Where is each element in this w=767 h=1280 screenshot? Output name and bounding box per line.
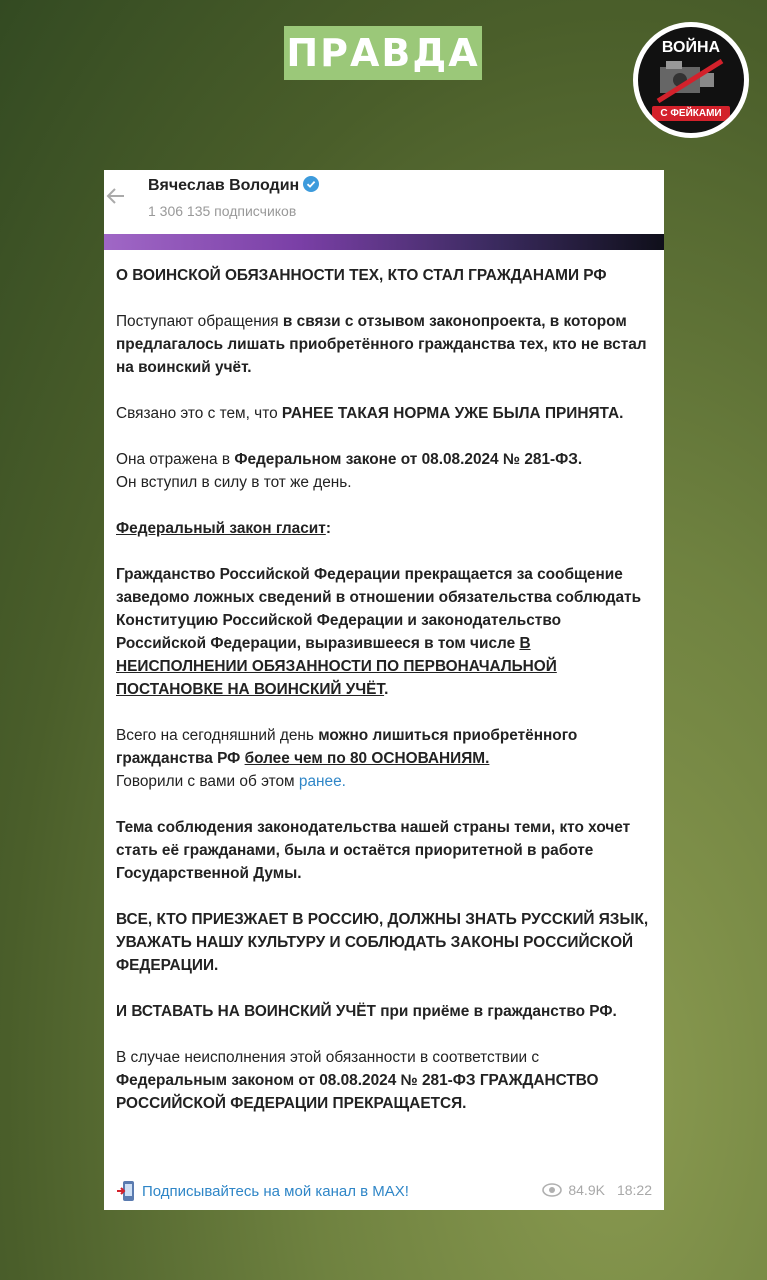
post-title: О ВОИНСКОЙ ОБЯЗАННОСТИ ТЕХ, КТО СТАЛ ГРАЖДАНАМИ РФ — [116, 267, 607, 284]
camera-icon — [656, 59, 724, 103]
paragraph-2: Связано это с тем, что РАНЕЕ ТАКАЯ НОРМА УЖЕ БЫЛА ПРИНЯТА. — [116, 405, 624, 422]
paragraph-3: Она отражена в Федеральном законе от 08.08.2024 № 281-ФЗ. Он вступил в силу в тот же день. — [116, 451, 583, 491]
eye-icon — [542, 1183, 562, 1197]
channel-name-text: Вячеслав Володин — [148, 177, 300, 194]
telegram-post-card — [104, 170, 664, 1210]
channel-name[interactable] — [148, 176, 319, 195]
earlier-link[interactable]: ранее. — [298, 773, 346, 790]
subscribe-link[interactable] — [116, 1180, 409, 1202]
voina-s-feikami-logo — [633, 22, 749, 138]
pravda-badge — [284, 26, 482, 80]
paragraph-1: Поступают обращения в связи с отзывом законопроекта, в котором предлагалось лишать приобретённого гражданства тех, кто не встал на воинский учёт. — [116, 313, 647, 376]
verified-badge-icon — [303, 176, 319, 192]
paragraph-9: И ВСТАВАТЬ НА ВОИНСКИЙ УЧЁТ при приёме в гражданство РФ. — [116, 1003, 617, 1020]
post-body — [104, 250, 664, 1115]
paragraph-5: Гражданство Российской Федерации прекращается за сообщение заведомо ложных сведений в отношении обязательства соблюдать Конституцию Российской Федерации и законодательство Российской Федерации, выразившееся в том числе В НЕИСПОЛНЕНИИ ОБЯЗАННОСТИ ПО ПЕРВОНАЧАЛЬНОЙ ПОСТАНОВКЕ НА ВОИНСКИЙ УЧЁТ. — [116, 566, 642, 698]
paragraph-4: Федеральный закон гласит: — [116, 520, 331, 537]
paragraph-8: ВСЕ, КТО ПРИЕЗЖАЕТ В РОССИЮ, ДОЛЖНЫ ЗНАТЬ РУССКИЙ ЯЗЫК, УВАЖАТЬ НАШУ КУЛЬТУРУ И СОБЛЮДАТЬ ЗАКОНЫ РОССИЙСКОЙ ФЕДЕРАЦИИ. — [116, 911, 649, 974]
paragraph-10: В случае неисполнения этой обязанности в соответствии с Федеральным законом от 08.08.2024 № 281-ФЗ ГРАЖДАНСТВО РОССИЙСКОЙ ФЕДЕРАЦИИ ПРЕКРАЩАЕТСЯ. — [116, 1049, 599, 1112]
logo-bottom-text: С ФЕЙКАМИ — [652, 106, 730, 121]
paragraph-6: Всего на сегодняшний день можно лишиться приобретённого гражданства РФ более чем по 80 ОСНОВАНИЯМ. Говорили с вами об этом ранее. — [116, 727, 578, 790]
subscriber-count: 1 306 135 подписчиков — [148, 203, 297, 219]
post-meta — [542, 1182, 652, 1198]
view-count: 84.9K — [568, 1182, 605, 1198]
logo-top-text: ВОЙНА — [661, 39, 721, 56]
channel-header — [104, 170, 664, 234]
subscribe-link-text: Подписывайтесь на мой канал в MAX! — [142, 1182, 409, 1200]
post-time: 18:22 — [616, 1182, 652, 1198]
arrow-left-icon[interactable] — [104, 184, 128, 208]
header-stripe — [104, 234, 664, 250]
phone-arrow-icon — [116, 1180, 136, 1202]
pravda-label: ПРАВДА — [286, 31, 480, 75]
post-footer — [116, 1180, 652, 1204]
paragraph-7: Тема соблюдения законодательства нашей страны теми, кто хочет стать её гражданами, была и остаётся приоритетной в работе Государственной Думы. — [116, 819, 631, 882]
